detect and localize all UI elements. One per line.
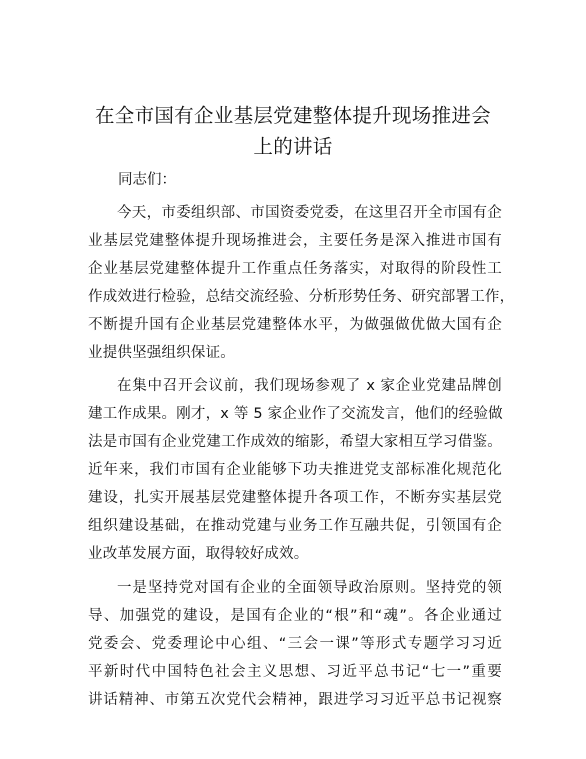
paragraph-2-line: 近年来，我们市国有企业能够下功夫推进党支部标准化规范化	[88, 462, 502, 478]
document-title-line-1: 在全市国有企业基层党建整体提升现场推进会	[94, 104, 491, 127]
paragraph-1-line: 企业基层党建整体提升工作重点任务落实，对取得的阶段性工	[88, 261, 502, 277]
greeting: 同志们：	[118, 172, 176, 188]
document-title-line-2: 上的讲话	[253, 135, 333, 158]
paragraph-1-line: 不断提升国有企业基层党建整体水平，为做强做优做大国有企	[88, 317, 502, 333]
paragraph-3-line: 讲话精神、市第五次党代会精神，跟进学习习近平总书记视察	[88, 692, 502, 708]
paragraph-2-line: 在集中召开会议前，我们现场参观了 x 家企业党建品牌创	[117, 378, 502, 394]
paragraph-2-line: 建设，扎实开展基层党建整体提升各项工作，不断夯实基层党	[88, 490, 502, 506]
paragraph-3-line: 导、加强党的建设，是国有企业的“根”和“魂”。各企业通过	[88, 608, 502, 624]
paragraph-3-line: 一是坚持党对国有企业的全面领导政治原则。坚持党的领	[117, 580, 502, 596]
paragraph-2-line: 业改革发展方面，取得较好成效。	[88, 546, 309, 562]
paragraph-1-line: 作成效进行检验，总结交流经验、分析形势任务、研究部署工作，	[88, 289, 515, 305]
paragraph-3-line: 平新时代中国特色社会主义思想、习近平总书记“七一”重要	[88, 664, 502, 680]
paragraph-2-line: 组织建设基础，在推动党建与业务工作互融共促，引领国有企	[88, 518, 502, 534]
paragraph-3-line: 党委会、党委理论中心组、“三会一课”等形式专题学习习近	[88, 636, 502, 652]
paragraph-1-line: 业提供坚强组织保证。	[88, 345, 235, 361]
paragraph-2-line: 法是市国有企业党建工作成效的缩影，希望大家相互学习借鉴。	[88, 434, 502, 450]
paragraph-1-line: 业基层党建整体提升现场推进会，主要任务是深入推进市国有	[88, 233, 502, 249]
paragraph-1-line: 今天，市委组织部、市国资委党委，在这里召开全市国有企	[117, 205, 502, 221]
paragraph-2-line: 建工作成果。刚才，x 等 5 家企业作了交流发言，他们的经验做	[88, 406, 503, 422]
